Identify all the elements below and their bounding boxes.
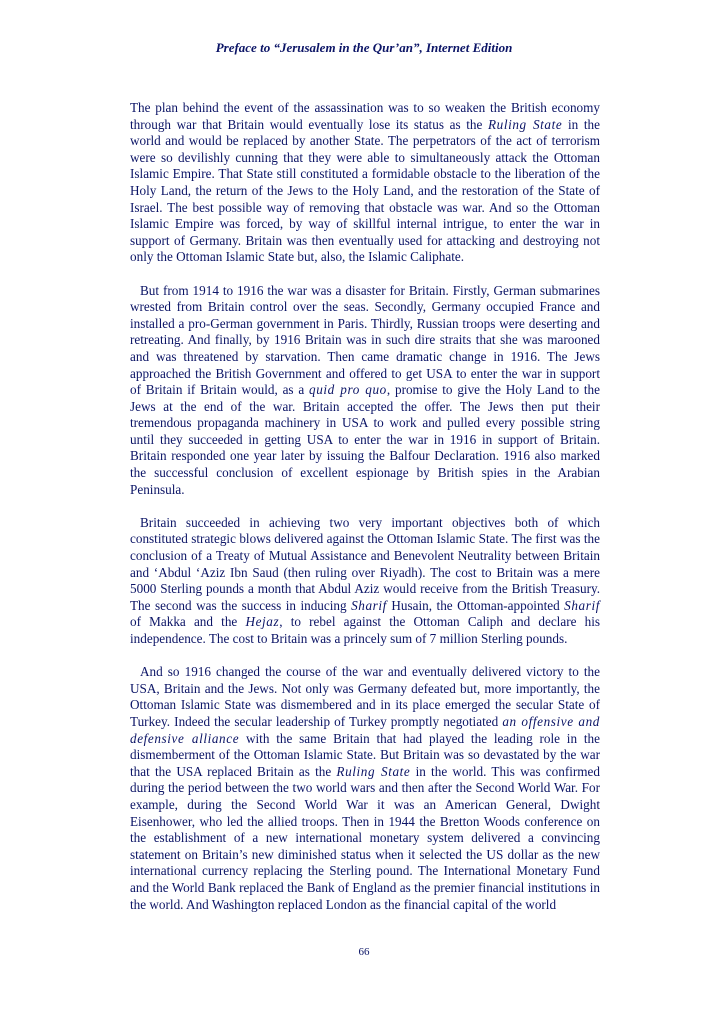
body-text bbox=[130, 100, 600, 930]
page-number: 66 bbox=[358, 946, 370, 958]
text-run: , promise to give the Holy Land to the Jews at the end of the war. Britain accepted the offer. The Jews then put their tremendous propaganda machinery in USA to work and pulled every possible string until they succeeded in getting USA to enter the war in 1916 in support of Britain. Britain responded one year later by issuing the Balfour Declaration. 1916 also marked the successful conclusion of excellent espionage by British spies in the Arabian Peninsula. bbox=[130, 382, 600, 497]
text-run: The plan behind the event of the assassination was to so weaken the British economy through war that Britain would eventually lose its status as the bbox=[130, 100, 600, 132]
italic-phrase: Sharif bbox=[564, 597, 601, 613]
italic-phrase: quid pro quo bbox=[309, 382, 387, 398]
paragraph-4 bbox=[130, 664, 600, 913]
italic-phrase: Hejaz bbox=[245, 614, 280, 630]
italic-phrase: an offensive and defensive alliance bbox=[130, 713, 600, 746]
text-run: in the world. This was confirmed during the period between the two world wars and then after the Second World War. For example, during the Second World War it was an American General, Dwight Eisenhower, who led the allied troops. Then in 1944 the Bretton Woods conference on the establishment of a new international monetary system delivered a convincing statement on Britain’s new diminished status when it selected the US dollar as the new international currency replacing the Sterling pound. The International Monetary Fund and the World Bank replaced the Bank of England as the premier financial institutions in the world. And Washington replaced London as the financial capital of the world bbox=[130, 763, 601, 912]
paragraph-3 bbox=[130, 515, 600, 648]
text-run: Husain, the Ottoman-appointed bbox=[386, 597, 565, 613]
italic-phrase: Sharif bbox=[351, 597, 387, 613]
paragraph-2 bbox=[130, 283, 600, 499]
italic-phrase: Ruling State bbox=[336, 763, 411, 779]
text-run: in the world and would be replaced by another State. The perpetrators of the act of terrorism were so devilishly cunning that they were able to simultaneously attack the Ottoman Islamic Empire. That State still constituted a formidable obstacle to the liberation of the Holy Land, the return of the Jews to the Holy Land, and the restoration of the State of Israel. The best possible way of removing that obstacle was war. And so the Ottoman Islamic Empire was forced, by way of skillful internal intrigue, to enter the war in support of Germany. Britain was then eventually used for attacking and destroying not only the Ottoman Islamic State but, also, the Islamic Caliphate. bbox=[130, 116, 600, 265]
text-run: , to rebel against the Ottoman Caliph and declare his independence. The cost to Britain was a princely sum of 7 million Sterling pounds. bbox=[130, 614, 601, 646]
text-run: But from 1914 to 1916 the war was a disaster for Britain. Firstly, German submarines wrested from Britain control over the seas. Secondly, Germany occupied France and installed a pro-German government in Paris. Thirdly, Russian troops were deserting and retreating. And finally, by 1916 Britain was in such dire straits that she was marooned and was threatened by starvation. Then came dramatic change in 1916. The Jews approached the British Government and offered to get USA to enter the war in support of Britain if Britain would, as a bbox=[130, 282, 600, 398]
paragraph-1 bbox=[130, 100, 600, 266]
text-run: And so 1916 changed the course of the war and eventually delivered victory to the USA, Britain and the Jews. Not only was Germany defeated but, more importantly, the Ottoman Islamic State was dismembered and in its place emerged the secular State of Turkey. Indeed the secular leadership of Turkey promptly negotiated bbox=[130, 664, 600, 729]
text-run: Britain succeeded in achieving two very important objectives both of which constituted strategic blows delivered against the Ottoman Islamic State. The first was the conclusion of a Treaty of Mutual Assistance and Benevolent Neutrality between Britain and ‘Abdul ‘Aziz Ibn Saud (then ruling over Riyadh). The cost to Britain was a mere 5000 Sterling pounds a month that Abdul Aziz would receive from the British Treasury. The second was the success in inducing bbox=[130, 514, 600, 613]
text-run: of Makka and the bbox=[130, 614, 246, 630]
text-run: with the same Britain that had played the leading role in the dismemberment of the Ottoman Islamic State. But Britain was so devastated by the war that the USA replaced Britain as the bbox=[130, 730, 600, 779]
italic-phrase: Ruling State bbox=[487, 116, 563, 132]
running-header: Preface to “Jerusalem in the Qur’an”, Internet Edition bbox=[215, 40, 513, 55]
